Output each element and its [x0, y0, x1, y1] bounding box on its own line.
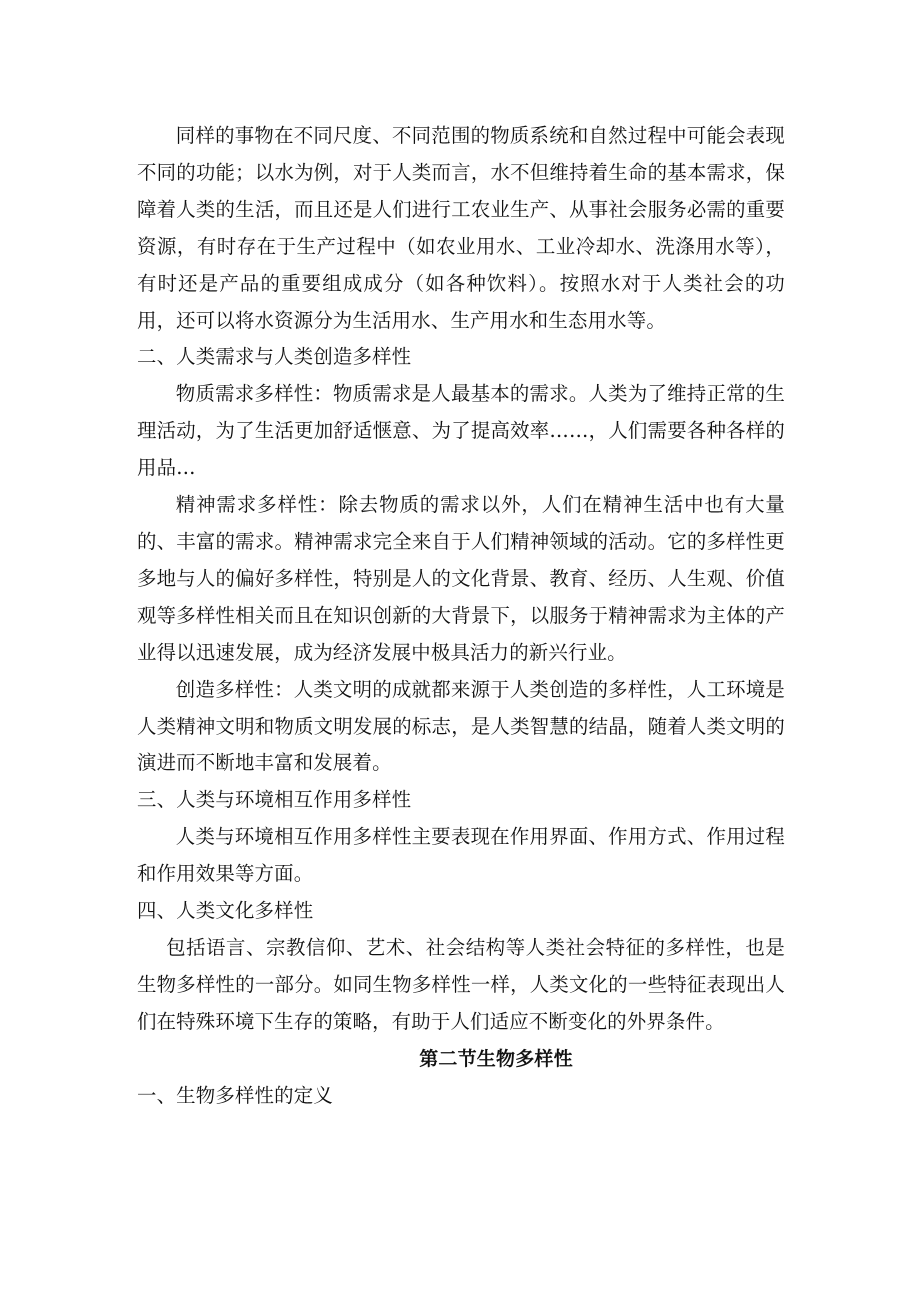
paragraph-creation-diversity: 创造多样性：人类文明的成就都来源于人类创造的多样性，人工环境是人类精神文明和物质文明发展的标志，是人类智慧的结晶，随着人类文明的演进而不断地丰富和发展着。	[137, 677, 785, 775]
heading-biodiversity-definition: 一、生物多样性的定义	[137, 1083, 333, 1107]
paragraph-water-function: 同样的事物在不同尺度、不同范围的物质系统和自然过程中可能会表现不同的功能；以水为例，对于人类而言，水不但维持着生命的基本需求，保障着人类的生活，而且还是人们进行工农业生产、从事社会服务必需的重要资源，有时存在于生产过程中（如农业用水、工业冷却水、洗涤用水等），有时还是产品的重要组成成分（如各种饮料）。按照水对于人类社会的功用，还可以将水资源分为生活用水、生产用水和生态用水等。	[137, 124, 785, 332]
paragraph-material-needs: 物质需求多样性：物质需求是人最基本的需求。人类为了维持正常的生理活动，为了生活更加舒适惬意、为了提高效率……，人们需要各种各样的用品…	[137, 382, 785, 480]
paragraph-spiritual-needs: 精神需求多样性：除去物质的需求以外，人们在精神生活中也有大量的、丰富的需求。精神需求完全来自于人们精神领域的活动。它的多样性更多地与人的偏好多样性，特别是人的文化背景、教育、经历、人生观、价值观等多样性相关而且在知识创新的大背景下，以服务于精神需求为主体的产业得以迅速发展，成为经济发展中极具活力的新兴行业。	[137, 493, 785, 664]
heading-human-environment: 三、人类与环境相互作用多样性	[137, 788, 412, 812]
heading-cultural-diversity: 四、人类文化多样性	[137, 899, 314, 923]
paragraph-cultural-diversity: 包括语言、宗教信仰、艺术、社会结构等人类社会特征的多样性，也是生物多样性的一部分。如同生物多样性一样，人类文化的一些特征表现出人们在特殊环境下生存的策略，有助于人们适应不断变化的外界条件。	[137, 935, 785, 1033]
heading-human-needs-creation: 二、人类需求与人类创造多样性	[137, 345, 412, 369]
document-body	[137, 118, 785, 1114]
section-title: 第二节生物多样性	[419, 1047, 573, 1070]
paragraph-human-environment: 人类与环境相互作用多样性主要表现在作用界面、作用方式、作用过程和作用效果等方面。	[137, 825, 785, 886]
